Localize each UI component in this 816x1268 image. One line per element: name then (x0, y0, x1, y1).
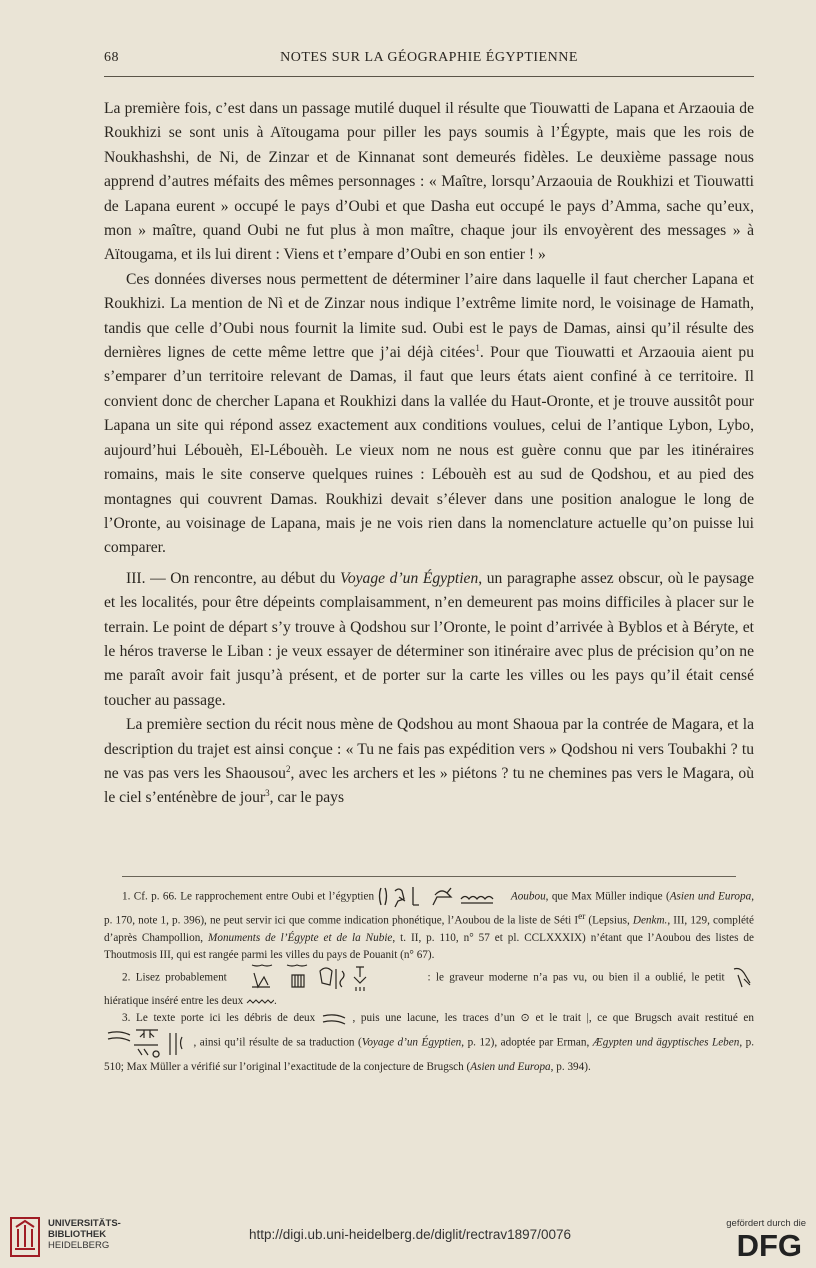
footnote-3: 3. Le texte porte ici les débris de deux , puis une lacune, les traces d’un ⊙ et le trait |, ce que Brugsch avait restitué en , ainsi qu’il résulte de sa traduction (Voyage d’un Égyptien, p. 12), adoptée par Erman, Ægypten und ägyptisches Leben, p. 510; Max Müller a vérifié sur l’original l’exactitude de la conjecture de Brugsch (Asien und Europa, p. 394). (104, 1012, 755, 1074)
footnote-1: 1. Cf. p. 66. Le rapprochement entre Oubi et l’égyptien Aoubou, que Max Müller indique (Asien und Europa, p. 170, note 1, p. 396), ne peut servir ici que comme indication phonétique, l’Aoubou de la liste de Séti Ier (Lepsius, Denkm., III, 129, complété d’après Champollion, Monuments de l’Égypte et de la Nubie, t. II, p. 110, n° 57 et pl. CCLXXXIX) n’étant que l’Aoubou des listes de Thoutmosis III, qui est rangée parmi les villes du pays de Pouanit (n° 67). (104, 885, 754, 963)
footnote-ref[interactable]: 2 (285, 763, 291, 774)
paragraph-section-iii: III. — On rencontre, au début du Voyage d’un Égyptien, un paragraphe assez obscur, où le paysage et les localités, pour être dépeints complaisamment, n’en demeurent pas moins difficiles à placer sur le terrain. Le point de départ s’y trouve à Qodshou sur l’Oronte, le point d’arrivée à Byblos et à Béryte, et le héros traverse le Liban : je veux essayer de déterminer son itinéraire avec plus de précision qu’on ne me paraît avoir fait jusqu’à présent, et de porter sur la carte les villes ou les pays qu’il était censé toucher au passage. (104, 569, 754, 709)
digitization-footer (0, 1205, 816, 1268)
dfg-logo-icon[interactable] (724, 1229, 804, 1259)
funder-caption: gefördert durch die (726, 1218, 806, 1229)
hieratic-sign-icon (730, 965, 754, 991)
running-header (104, 50, 754, 72)
footnote-rule (122, 876, 736, 877)
footnote-2: 2. Lisez probablement : le graveur moderne n’a pas vu, ou bien il a oublié, le petit hiératique inséré entre les deux . (104, 963, 754, 1010)
running-title: NOTES SUR LA GÉOGRAPHIE ÉGYPTIENNE (280, 50, 578, 65)
footnote-ref[interactable]: 1 (475, 342, 480, 353)
road-sign-icon (321, 1013, 347, 1025)
footnotes (104, 885, 754, 1076)
library-name: UNIVERSITÄTS- BIBLIOTHEK HEIDELBERG (48, 1218, 121, 1251)
hieroglyph-group-icon (232, 963, 422, 993)
paragraph: La première fois, c’est dans un passage mutilé duquel il résulte que Tiouwatti de Lapana et Arzaouia de Roukhizi se sont unis à Aïtougama pour piller les pays soumis à l’Égypte, mais que les rois de Noukhashshi, de Ni, de Zinzar et de Kinnanat sont demeurés fidèles. Le deuxième passage nous apprend d’autres méfaits des mêmes personnages : « Maître, lorsqu’Arzaouia de Roukhizi et Tiouwatti de Lapana eurent » occupé le pays d’Oubi et que Dasha eut occupé le pays d’Amma, sache qu’eux, mon » maître, quand Oubi ne fut plus à mon maître, chaque jour ils envoyèrent des messages » à Aïtougama, et ils lui dirent : Viens et t’empare d’Oubi en son entier ! » (104, 100, 754, 264)
water-sign-icon (246, 997, 274, 1007)
permalink[interactable]: http://digi.ub.uni-heidelberg.de/diglit/rectrav1897/0076 (249, 1227, 571, 1242)
paragraph: La première section du récit nous mène de Qodshou au mont Shaoua par la contrée de Magara, et la description du trajet est ainsi conçue : « Tu ne fais pas expédition vers » Qodshou ni vers Toubakhi ? tu ne vas pas vers les Shaousou$^2$, avec les archers et les » piétons ? tu ne chemines pas vers le Magara, où le ciel s’enténèbre de jour$^3$, car le pays (104, 716, 754, 807)
main-text (104, 97, 754, 811)
university-library-logo-icon[interactable] (10, 1217, 40, 1257)
hieroglyph-aoubou-icon (377, 885, 507, 909)
page-number: 68 (104, 50, 119, 65)
hieroglyph-restitution-icon (104, 1027, 190, 1059)
footnote-ref[interactable]: 3 (265, 788, 270, 799)
work-title: Voyage d’un Égyptien (340, 569, 479, 587)
dfg-logo-text: DFG (736, 1229, 802, 1259)
paragraph: Ces données diverses nous permettent de déterminer l’aire dans laquelle il faut chercher Lapana et Roukhizi. La mention de Nì et de Zinzar nous indique l’extrême limite nord, le voisinage de Hamath, tandis que celle d’Oubi nous fournit la limite sud. Oubi est le pays de Damas, ainsi qu’il résulte des dernières lignes de cette même lettre que j’ai déjà citées$^1$. Pour que Tiouwatti et Arzaouia aient pu s’emparer d’un territoire relevant de Damas, il faut que leurs états aient confiné à ce territoire. Il convient donc de chercher Lapana et Roukhizi dans la vallée du Haut-Oronte, et je trouve aussitôt pour Lapana un site qui répond assez exactement aux conditions voulues, celui de l’antique Lybon, Lybo, aujourd’hui Lébouèh, El-Lébouèh. Le vieux nom ne nous est guère connu que par les itinéraires romains, mais le site conserve quelques ruines : Lébouèh est au sud de Qodshou, et au pied des montagnes qui couvrent Damas. Roukhizi devait s’élever dans une position analogue le long de l’Oronte, au voisinage de Lapana, mais je ne vois rien dans la nomenclature actuelle qu’on puisse lui comparer. (104, 270, 754, 557)
header-rule (104, 76, 754, 77)
